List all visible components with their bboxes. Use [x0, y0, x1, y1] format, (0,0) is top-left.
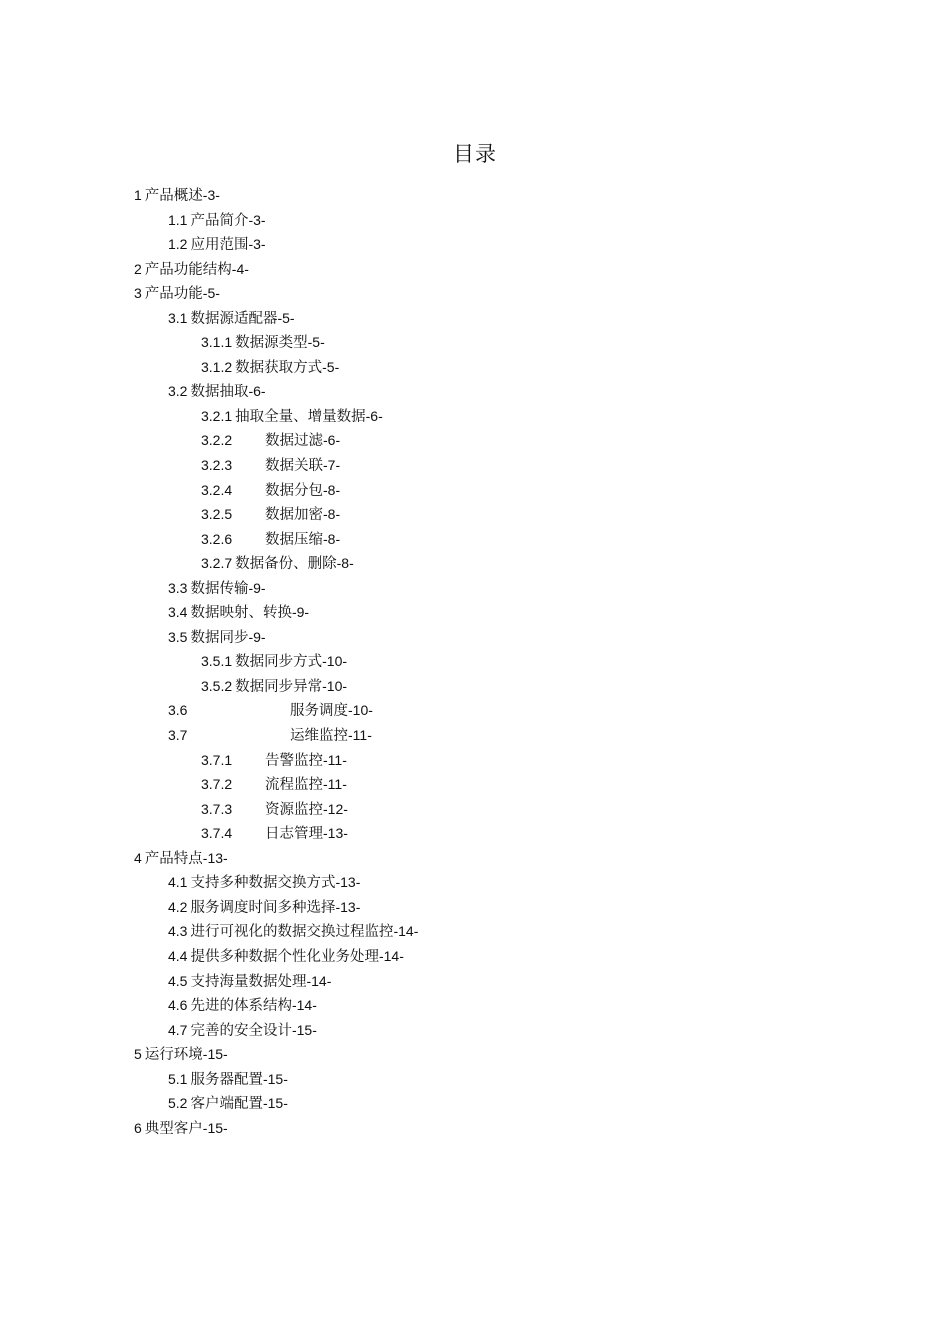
- toc-entry-number: 4.2: [168, 898, 188, 915]
- toc-entry-number: 4.3: [168, 923, 188, 940]
- toc-entry-number: 3.2: [168, 383, 188, 400]
- toc-entry-title: 流程监控: [265, 777, 323, 794]
- toc-entry[interactable]: [0, 625, 950, 650]
- toc-entry-number: 3.4: [168, 604, 188, 621]
- toc-entry-page: -10-: [348, 702, 373, 719]
- toc-entry-number: 5: [134, 1046, 142, 1063]
- toc-entry-page: -14-: [306, 972, 332, 989]
- toc-entry-page: -14-: [378, 947, 404, 964]
- toc-entry-number: 3.2.5: [201, 506, 233, 523]
- toc-entry-title: 提供多种数据个性化业务处理: [190, 948, 379, 965]
- toc-entry[interactable]: [0, 208, 950, 233]
- toc-entry-number: 3.3: [168, 579, 188, 596]
- toc-entry-title: 数据获取方式: [235, 359, 323, 376]
- toc-entry-number: 3.7.1: [201, 751, 233, 768]
- toc-entry[interactable]: [0, 649, 950, 674]
- toc-entry-number: 5.2: [168, 1095, 188, 1112]
- toc-entry-page: -13-: [202, 849, 228, 866]
- toc-entry[interactable]: [0, 306, 950, 331]
- toc-entry-title: 数据压缩: [265, 531, 323, 548]
- toc-entry-page: -6-: [365, 407, 383, 424]
- toc-entry[interactable]: [0, 551, 950, 576]
- toc-entry-page: -3-: [202, 187, 220, 203]
- toc-entry-page: -13-: [335, 874, 361, 891]
- toc-entry-page: -3-: [248, 236, 266, 253]
- toc-entry-title: 先进的体系结构: [190, 998, 292, 1015]
- toc-entry-page: -9-: [248, 579, 266, 596]
- toc-entry-number: 3.5.2: [201, 677, 233, 694]
- toc-entry-title: 数据映射、转换: [190, 605, 292, 622]
- toc-entry-number: 3.5: [168, 628, 188, 645]
- toc-entry-page: -15-: [262, 1070, 288, 1087]
- toc-entry-number: 3.1: [168, 309, 188, 326]
- toc-entry-title: 数据分包: [265, 482, 323, 499]
- toc-entry-title: 支持海量数据处理: [190, 973, 307, 990]
- toc-entry-number: 3.7: [168, 727, 188, 744]
- toc-entry-number: 3.5.1: [201, 653, 233, 670]
- toc-entry-page: -9-: [248, 628, 266, 645]
- toc-entry-title: 应用范围: [190, 237, 249, 254]
- toc-entry-page: -8-: [336, 555, 354, 572]
- toc-entry-number: 4: [134, 849, 142, 866]
- toc-entry-title: 服务调度时间多种选择: [190, 899, 336, 916]
- toc-entry[interactable]: [0, 576, 950, 601]
- toc-entry-title: 客户端配置: [190, 1096, 263, 1113]
- toc-entry-title: 数据同步方式: [235, 654, 323, 671]
- toc-entry-page: -4-: [231, 260, 249, 277]
- toc-entry[interactable]: [0, 404, 950, 429]
- toc-entry[interactable]: [0, 944, 950, 969]
- toc-entry[interactable]: [0, 698, 950, 723]
- toc-entry-title: 运维监控: [290, 728, 348, 745]
- toc-entry[interactable]: [0, 674, 950, 699]
- toc-entry[interactable]: [0, 723, 950, 748]
- toc-entry[interactable]: [0, 330, 950, 355]
- toc-entry-number: 1: [134, 187, 142, 203]
- toc-entry-title: 资源监控: [265, 801, 323, 818]
- toc-entry[interactable]: [0, 257, 950, 282]
- toc-entry-page: -5-: [322, 358, 340, 375]
- toc-entry[interactable]: [0, 919, 950, 944]
- toc-title: 目录: [453, 142, 497, 166]
- toc-entry-page: -8-: [323, 530, 341, 547]
- toc-entry-page: -6-: [248, 383, 266, 400]
- toc-entry-title: 典型客户: [144, 1120, 203, 1137]
- toc-entry[interactable]: [0, 527, 950, 552]
- toc-entry-title: 数据过滤: [265, 433, 323, 450]
- toc-entry-number: 4.5: [168, 972, 188, 989]
- toc-entry[interactable]: [0, 355, 950, 380]
- toc-list: [0, 183, 950, 1140]
- toc-entry-number: 6: [134, 1119, 142, 1136]
- toc-entry-number: 3.7.3: [201, 800, 233, 817]
- toc-entry-title: 数据源适配器: [190, 310, 278, 327]
- toc-entry-title: 数据备份、删除: [235, 556, 337, 573]
- toc-entry-number: 3.7.4: [201, 825, 233, 842]
- toc-entry-page: -5-: [202, 285, 220, 302]
- toc-entry-page: -5-: [307, 334, 325, 351]
- toc-entry-title: 数据抽取: [190, 384, 249, 401]
- toc-entry[interactable]: [0, 797, 950, 822]
- toc-entry-number: 4.4: [168, 947, 188, 964]
- toc-entry-title: 支持多种数据交换方式: [190, 875, 336, 892]
- toc-entry[interactable]: [0, 1018, 950, 1043]
- toc-entry-title: 完善的安全设计: [190, 1022, 292, 1039]
- toc-entry-page: -3-: [248, 211, 266, 228]
- toc-entry-title: 数据同步: [190, 629, 249, 646]
- toc-entry-number: 4.7: [168, 1021, 188, 1038]
- toc-entry-page: -13-: [323, 825, 348, 842]
- toc-entry-page: -10-: [322, 677, 348, 694]
- toc-entry-page: -9-: [291, 604, 310, 621]
- toc-entry-number: 3.2.4: [201, 481, 233, 498]
- toc-entry[interactable]: [0, 232, 950, 257]
- toc-entry-title: 运行环境: [144, 1047, 203, 1064]
- toc-entry[interactable]: [0, 379, 950, 404]
- toc-entry-title: 数据源类型: [235, 335, 308, 352]
- toc-entry-title: 产品简介: [190, 212, 249, 229]
- toc-entry-number: 4.6: [168, 997, 188, 1014]
- toc-entry[interactable]: [0, 1042, 950, 1067]
- toc-entry-title: 产品功能结构: [144, 261, 232, 278]
- toc-entry-number: 3.2.6: [201, 530, 233, 547]
- toc-entry-page: -11-: [323, 776, 347, 793]
- toc-entry-title: 产品概述: [144, 188, 203, 204]
- toc-entry-number: 2: [134, 260, 142, 277]
- toc-entry-page: -7-: [323, 457, 341, 474]
- toc-entry-number: 4.1: [168, 874, 188, 891]
- toc-entry-title: 数据关联: [265, 458, 323, 475]
- toc-entry-page: -15-: [291, 1021, 317, 1038]
- toc-entry[interactable]: [0, 1091, 950, 1116]
- toc-entry-number: 3.2.3: [201, 457, 233, 474]
- toc-entry-page: -15-: [202, 1046, 228, 1063]
- toc-entry-page: -11-: [323, 751, 347, 768]
- toc-entry-number: 3.1.1: [201, 334, 233, 351]
- toc-entry[interactable]: [0, 183, 950, 208]
- toc-entry[interactable]: [0, 1067, 950, 1092]
- toc-entry-title: 产品特点: [144, 850, 203, 867]
- toc-entry-title: 抽取全量、增量数据: [235, 408, 366, 425]
- toc-entry[interactable]: [0, 870, 950, 895]
- toc-entry-number: 1.1: [168, 211, 188, 228]
- toc-entry-page: -14-: [393, 923, 419, 940]
- toc-entry[interactable]: [0, 478, 950, 503]
- toc-entry-number: 3.6: [168, 702, 188, 719]
- toc-entry-page: -15-: [202, 1119, 228, 1136]
- toc-entry-page: -6-: [323, 432, 341, 449]
- toc-entry-number: 3.1.2: [201, 358, 233, 375]
- toc-entry-title: 数据同步异常: [235, 678, 323, 695]
- toc-entry-title: 数据传输: [190, 580, 249, 597]
- toc-entry-number: 5.1: [168, 1070, 188, 1087]
- toc-entry-title: 告警监控: [265, 752, 323, 769]
- toc-entry-title: 产品功能: [144, 286, 203, 303]
- toc-entry[interactable]: [0, 846, 950, 871]
- toc-entry-page: -14-: [291, 997, 317, 1014]
- toc-entry-page: -11-: [348, 727, 372, 744]
- toc-entry[interactable]: [0, 821, 950, 846]
- toc-entry-page: -13-: [335, 898, 361, 915]
- toc-entry-number: 3: [134, 285, 142, 302]
- toc-entry-page: -12-: [323, 800, 348, 817]
- toc-entry-number: 3.7.2: [201, 776, 233, 793]
- toc-entry[interactable]: [0, 772, 950, 797]
- toc-entry[interactable]: [0, 748, 950, 773]
- toc-entry[interactable]: [0, 1116, 950, 1141]
- toc-entry[interactable]: [0, 281, 950, 306]
- toc-entry[interactable]: [0, 502, 950, 527]
- toc-entry-title: 服务器配置: [190, 1071, 263, 1088]
- toc-entry-page: -15-: [262, 1095, 288, 1112]
- toc-entry-number: 1.2: [168, 236, 188, 253]
- toc-entry[interactable]: [0, 453, 950, 478]
- toc-entry-number: 3.2.1: [201, 407, 233, 424]
- toc-entry-title: 进行可视化的数据交换过程监控: [190, 924, 394, 941]
- toc-entry-title: 服务调度: [290, 703, 348, 720]
- toc-entry-title: 数据加密: [265, 507, 323, 524]
- toc-entry[interactable]: [0, 428, 950, 453]
- toc-entry[interactable]: [0, 600, 950, 625]
- toc-entry-page: -5-: [277, 309, 295, 326]
- toc-entry[interactable]: [0, 895, 950, 920]
- toc-entry-title: 日志管理: [265, 826, 323, 843]
- toc-entry[interactable]: [0, 993, 950, 1018]
- toc-entry-number: 3.2.7: [201, 555, 233, 572]
- toc-entry-number: 3.2.2: [201, 432, 233, 449]
- toc-entry-page: -8-: [323, 506, 341, 523]
- toc-entry-page: -8-: [323, 481, 341, 498]
- toc-entry-page: -10-: [322, 653, 348, 670]
- toc-entry[interactable]: [0, 969, 950, 994]
